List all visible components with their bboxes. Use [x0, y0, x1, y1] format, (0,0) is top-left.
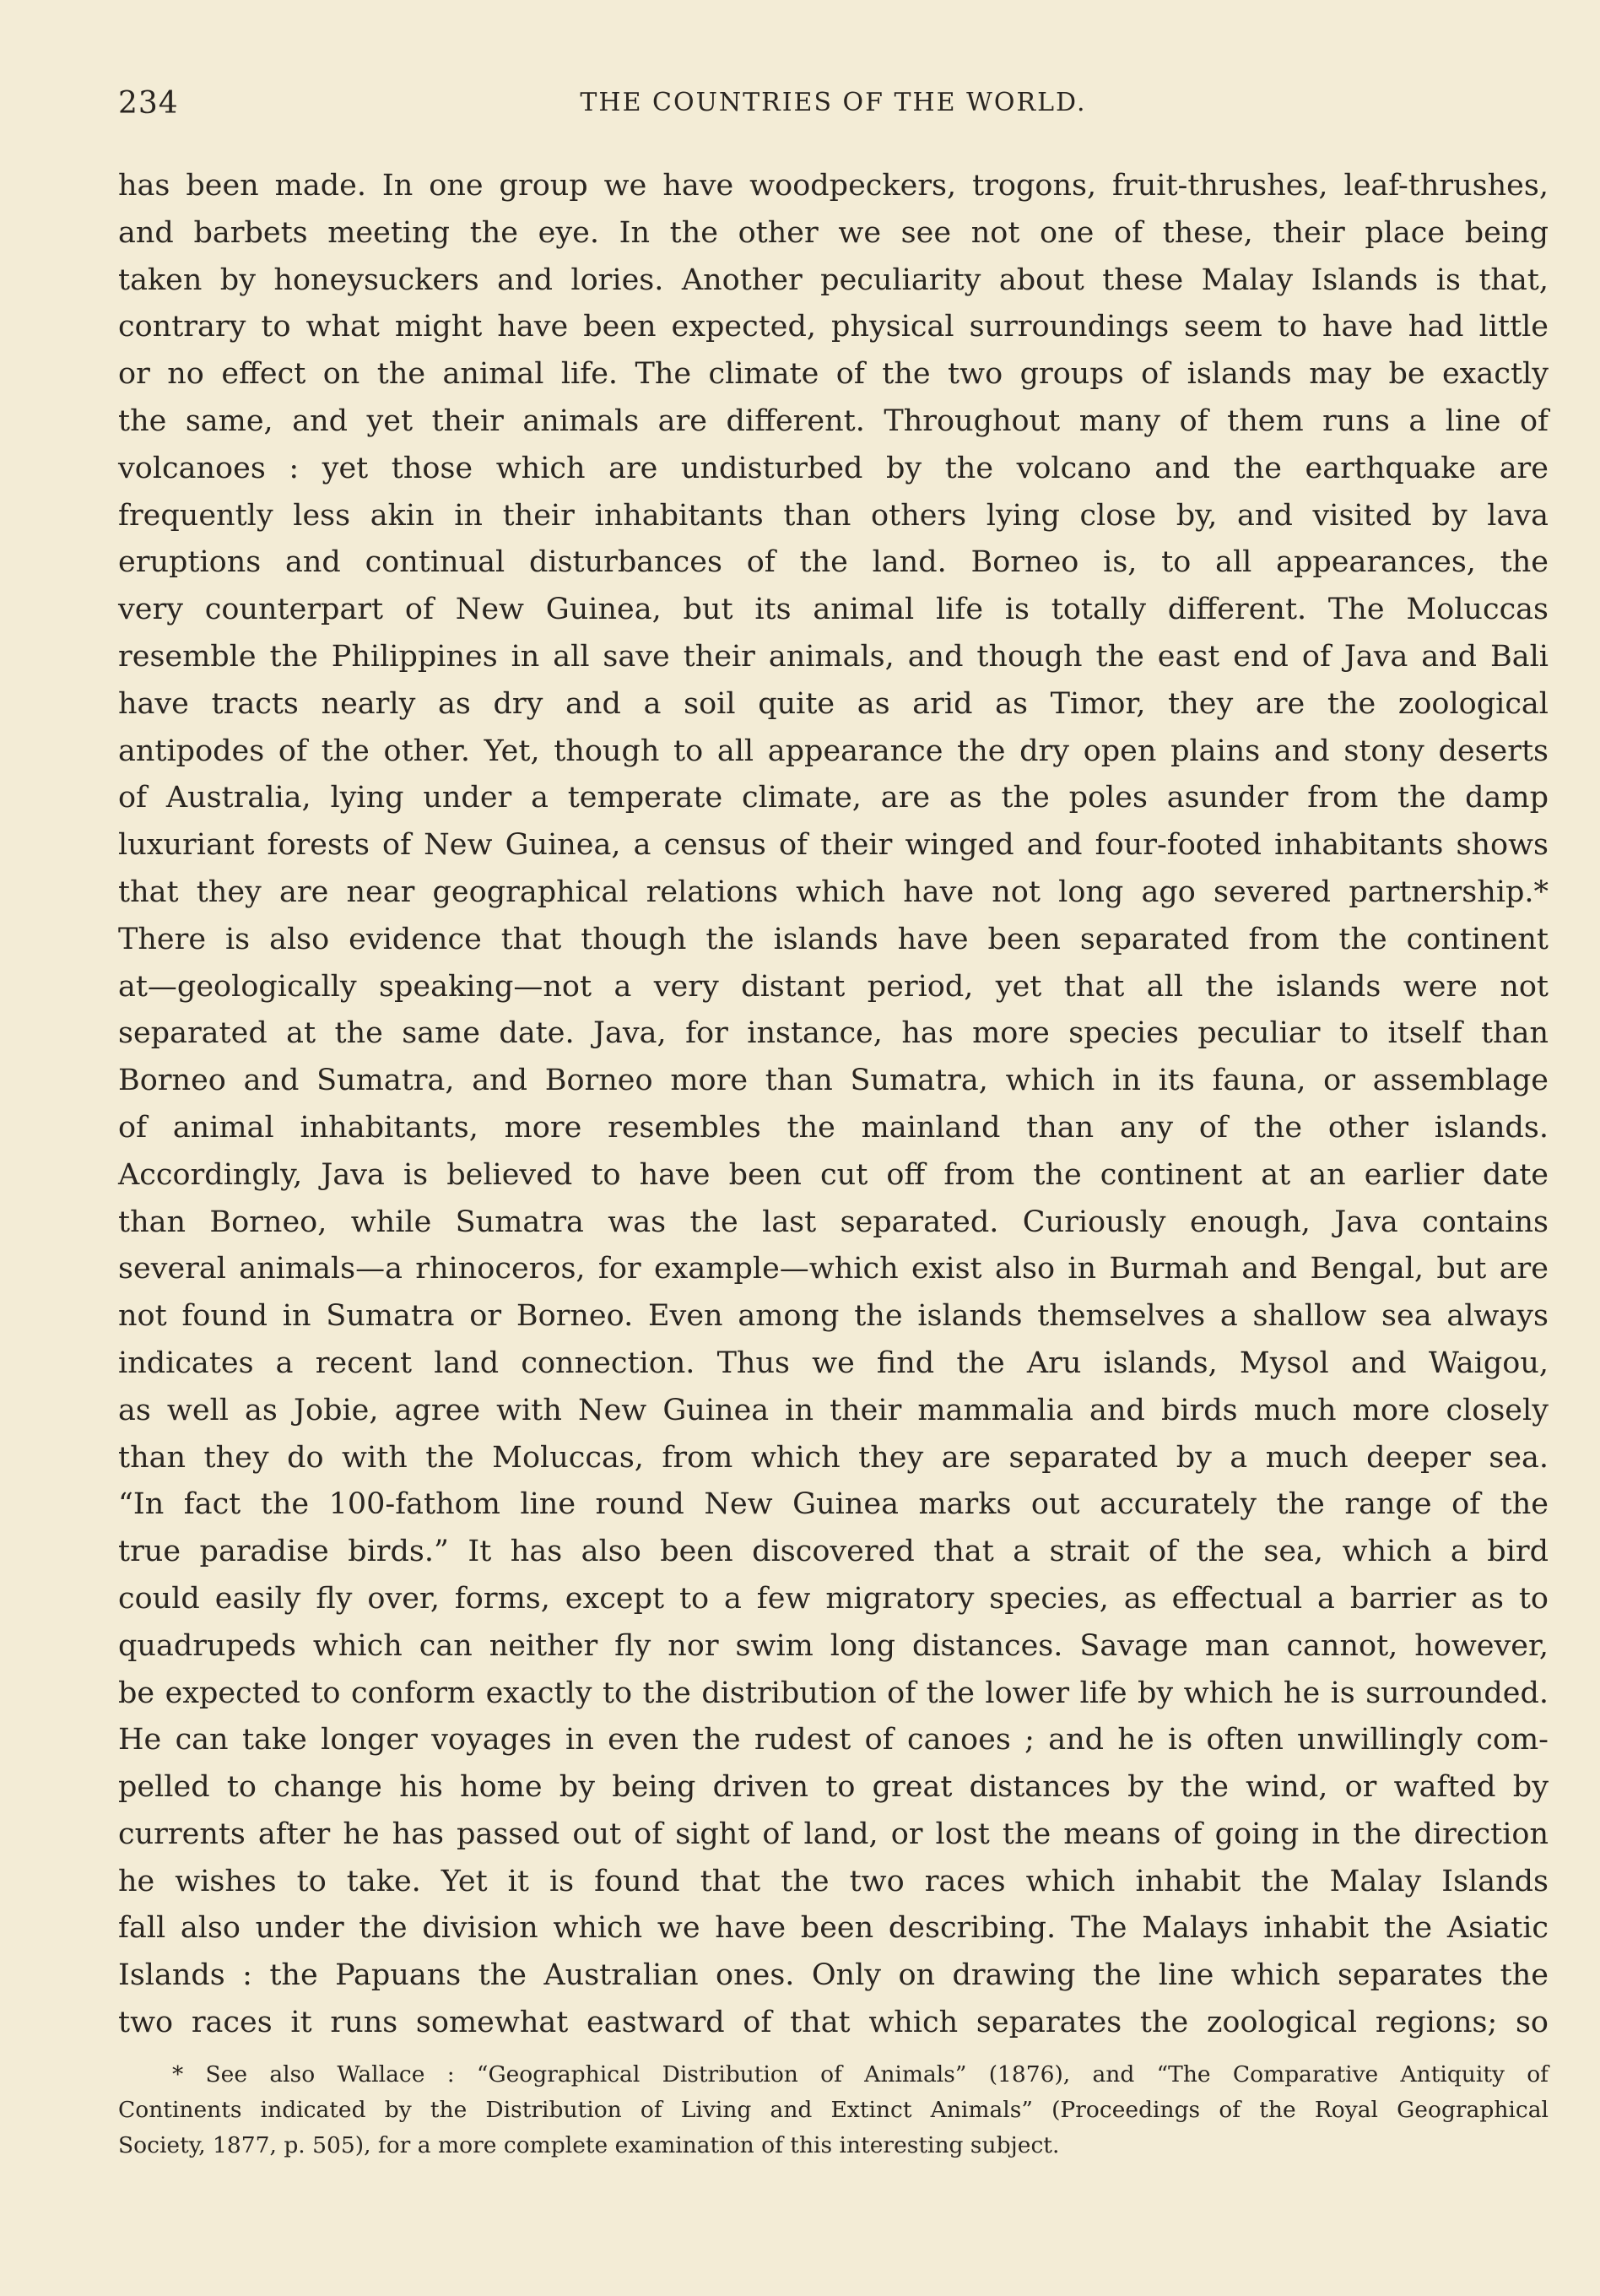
text-line: quadrupeds which can neither fly nor swim long distances. Savage man cannot, however,: [118, 1628, 1549, 1663]
text-line: volcanoes : yet those which are undisturbed by the volcano and the earthquake are: [118, 451, 1549, 485]
text-line: eruptions and continual disturbances of the land. Borneo is, to all appearances, the: [118, 545, 1549, 580]
text-line: at—geologically speaking—not a very distant period, yet that all the islands were not: [118, 969, 1549, 1004]
text-line: “In fact the 100-fathom line round New Guinea marks out accurately the range of the: [118, 1487, 1549, 1522]
text-line: than they do with the Moluccas, from which they are separated by a much deeper sea.: [118, 1440, 1549, 1475]
text-line: several animals—a rhinoceros, for example—which exist also in Burmah and Bengal, but are: [118, 1252, 1549, 1286]
text-line: fall also under the division which we have been describing. The Malays inhabit the Asiatic: [118, 1911, 1549, 1946]
text-line: There is also evidence that though the islands have been separated from the continent: [118, 922, 1549, 956]
footnote: [118, 2057, 1549, 2163]
text-line: resemble the Philippines in all save their animals, and though the east end of Java and Bali: [118, 639, 1549, 674]
footnote-line: Continents indicated by the Distribution of Living and Extinct Animals” (Proceedings of the Royal Geographical: [118, 2097, 1549, 2123]
text-line: separated at the same date. Java, for instance, has more species peculiar to itself than: [118, 1016, 1549, 1051]
body-text: [118, 163, 1549, 2047]
page-number: 234: [118, 86, 179, 121]
text-line: that they are near geographical relations which have not long ago severed partnership.*: [118, 875, 1549, 909]
text-line: and barbets meeting the eye. In the other we see not one of these, their place being: [118, 215, 1549, 250]
text-line: be expected to conform exactly to the distribution of the lower life by which he is surrounded.: [118, 1676, 1549, 1710]
text-line: than Borneo, while Sumatra was the last separated. Curiously enough, Java contains: [118, 1205, 1549, 1239]
text-line: two races it runs somewhat eastward of that which separates the zoological regions; so: [118, 2006, 1549, 2040]
text-line: Accordingly, Java is believed to have been cut off from the continent at an earlier date: [118, 1157, 1549, 1192]
text-line: have tracts nearly as dry and a soil quite as arid as Timor, they are the zoological: [118, 686, 1549, 721]
text-line: contrary to what might have been expected, physical surroundings seem to have had little: [118, 310, 1549, 344]
text-line: has been made. In one group we have woodpeckers, trogons, fruit-thrushes, leaf-thrushes,: [118, 169, 1549, 203]
text-line: antipodes of the other. Yet, though to all appearance the dry open plains and stony deserts: [118, 734, 1549, 768]
text-line: He can take longer voyages in even the rudest of canoes ; and he is often unwillingly com-: [118, 1723, 1549, 1757]
text-line: luxuriant forests of New Guinea, a census of their winged and four-footed inhabitants shows: [118, 828, 1549, 863]
text-line: indicates a recent land connection. Thus we find the Aru islands, Mysol and Waigou,: [118, 1346, 1549, 1380]
text-line: pelled to change his home by being driven to great distances by the wind, or wafted by: [118, 1770, 1549, 1805]
running-title: THE COUNTRIES OF THE WORLD.: [580, 88, 1087, 117]
footnote-line: Society, 1877, p. 505), for a more complete examination of this interesting subject.: [118, 2132, 1060, 2158]
text-line: of animal inhabitants, more resembles the mainland than any of the other islands.: [118, 1110, 1549, 1145]
text-line: as well as Jobie, agree with New Guinea in their mammalia and birds much more closely: [118, 1393, 1549, 1427]
text-line: frequently less akin in their inhabitants than others lying close by, and visited by lava: [118, 498, 1549, 533]
text-line: he wishes to take. Yet it is found that the two races which inhabit the Malay Islands: [118, 1864, 1549, 1898]
text-line: of Australia, lying under a temperate climate, are as the poles asunder from the damp: [118, 781, 1549, 815]
footnote-line: * See also Wallace : “Geographical Distribution of Animals” (1876), and “The Comparative Antiquity of: [172, 2061, 1549, 2088]
text-line: taken by honeysuckers and lories. Another peculiarity about these Malay Islands is that,: [118, 263, 1549, 297]
text-line: the same, and yet their animals are different. Throughout many of them runs a line of: [118, 403, 1549, 438]
text-line: currents after he has passed out of sight of land, or lost the means of going in the direction: [118, 1817, 1549, 1851]
text-line: true paradise birds.” It has also been discovered that a strait of the sea, which a bird: [118, 1535, 1549, 1569]
running-head: [118, 86, 1549, 128]
text-line: Islands : the Papuans the Australian ones. Only on drawing the line which separates the: [118, 1958, 1549, 1993]
text-line: not found in Sumatra or Borneo. Even among the islands themselves a shallow sea always: [118, 1299, 1549, 1334]
text-line: or no effect on the animal life. The climate of the two groups of islands may be exactly: [118, 357, 1549, 392]
text-line: very counterpart of New Guinea, but its animal life is totally different. The Moluccas: [118, 593, 1549, 627]
text-line: Borneo and Sumatra, and Borneo more than Sumatra, which in its fauna, or assemblage: [118, 1064, 1549, 1098]
text-line: could easily fly over, forms, except to a few migratory species, as effectual a barrier as to: [118, 1581, 1549, 1616]
